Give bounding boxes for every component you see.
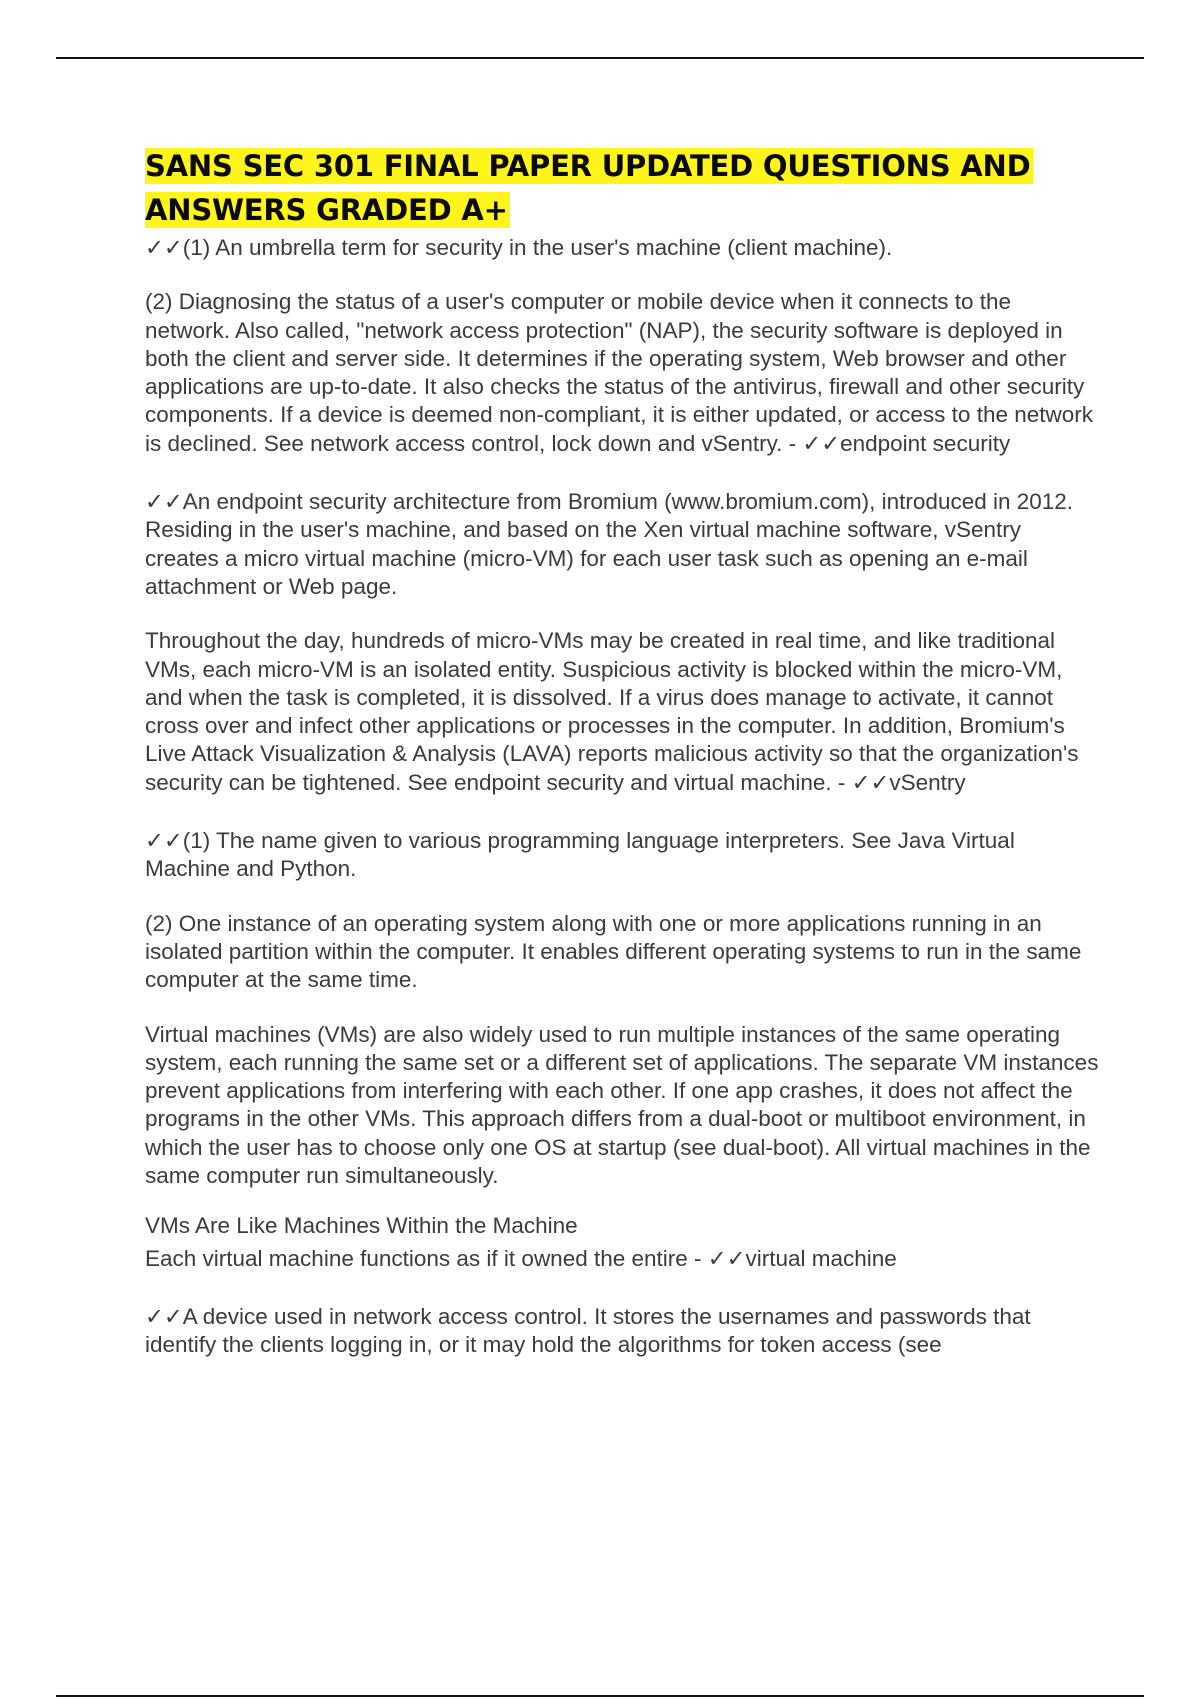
paragraph-vm-def-2: (2) One instance of an operating system along with one or more applications running in an isolated partition within the computer. It enables different operating systems to run in the same computer at the same time. — [145, 910, 1082, 993]
paragraph-vsentry-def-1: ✓✓An endpoint security architecture from Bromium (www.bromium.com), introduced in 2012. Residing in the user's machine, and based on the Xen virtual machine software, vSentry creates a micro virtual machine (micro-VM) for each user task such as opening an e-mail attachment or Web page. — [145, 489, 1074, 599]
paragraph-nac-device-def: ✓✓A device used in network access control. It stores the usernames and passwords that identify the clients logging in, or it may hold the algorithms for token access (see — [145, 1303, 1031, 1358]
document-title: SANS SEC 301 FINAL PAPER UPDATED QUESTIONS AND ANSWERS GRADED A+ — [145, 149, 1031, 227]
paragraph-vm-def-3: Virtual machines (VMs) are also widely used to run multiple instances of the same operating system, each running the same set or a different set of applications. The separate VM instances prevent applications from interfering with each other. If one app crashes, it does not affect the programs in the other VMs. This approach differs from a dual-boot or multiboot environment, in which the user has to choose only one OS at startup (see dual-boot). All virtual machines in the same computer run simultaneously. — [145, 1021, 1099, 1189]
paragraph-vm-subheading: VMs Are Like Machines Within the Machine — [145, 1213, 578, 1239]
paragraph-vm-def-4: Each virtual machine functions as if it owned the entire - ✓✓virtual machine — [145, 1245, 897, 1271]
paragraph-vsentry-def-2: Throughout the day, hundreds of micro-VMs may be created in real time, and like traditional VMs, each micro-VM is an isolated entity. Suspicious activity is blocked within the micro-VM, and when the task is completed, it is dissolved. If a virus does manage to activate, it cannot cross over and infect other applications or processes in the computer. In addition, Bromium's Live Attack Visualization & Analysis (LAVA) reports malicious activity so that the organization's security can be tightened. See endpoint security and virtual machine. - ✓✓vSentry — [145, 628, 1079, 795]
header-rule — [56, 57, 1144, 59]
footer-rule — [56, 1695, 1144, 1697]
document-body — [145, 144, 1100, 1360]
paragraph-vm-def-1: ✓✓(1) The name given to various programming language interpreters. See Java Virtual Machine and Python. — [145, 828, 1015, 882]
paragraph-endpoint-def-2: (2) Diagnosing the status of a user's computer or mobile device when it connects to the network. Also called, "network access protection" (NAP), the security software is deployed in both the client and server side. It determines if the operating system, Web browser and other applications are up-to-date. It also checks the status of the antivirus, firewall and other security components. If a device is deemed non-compliant, it is either updated, or access to the network is declined. See network access control, lock down and vSentry. - ✓✓endpoint security — [145, 289, 1094, 456]
paragraph-endpoint-def-1: ✓✓(1) An umbrella term for security in the user's machine (client machine). — [145, 235, 893, 260]
